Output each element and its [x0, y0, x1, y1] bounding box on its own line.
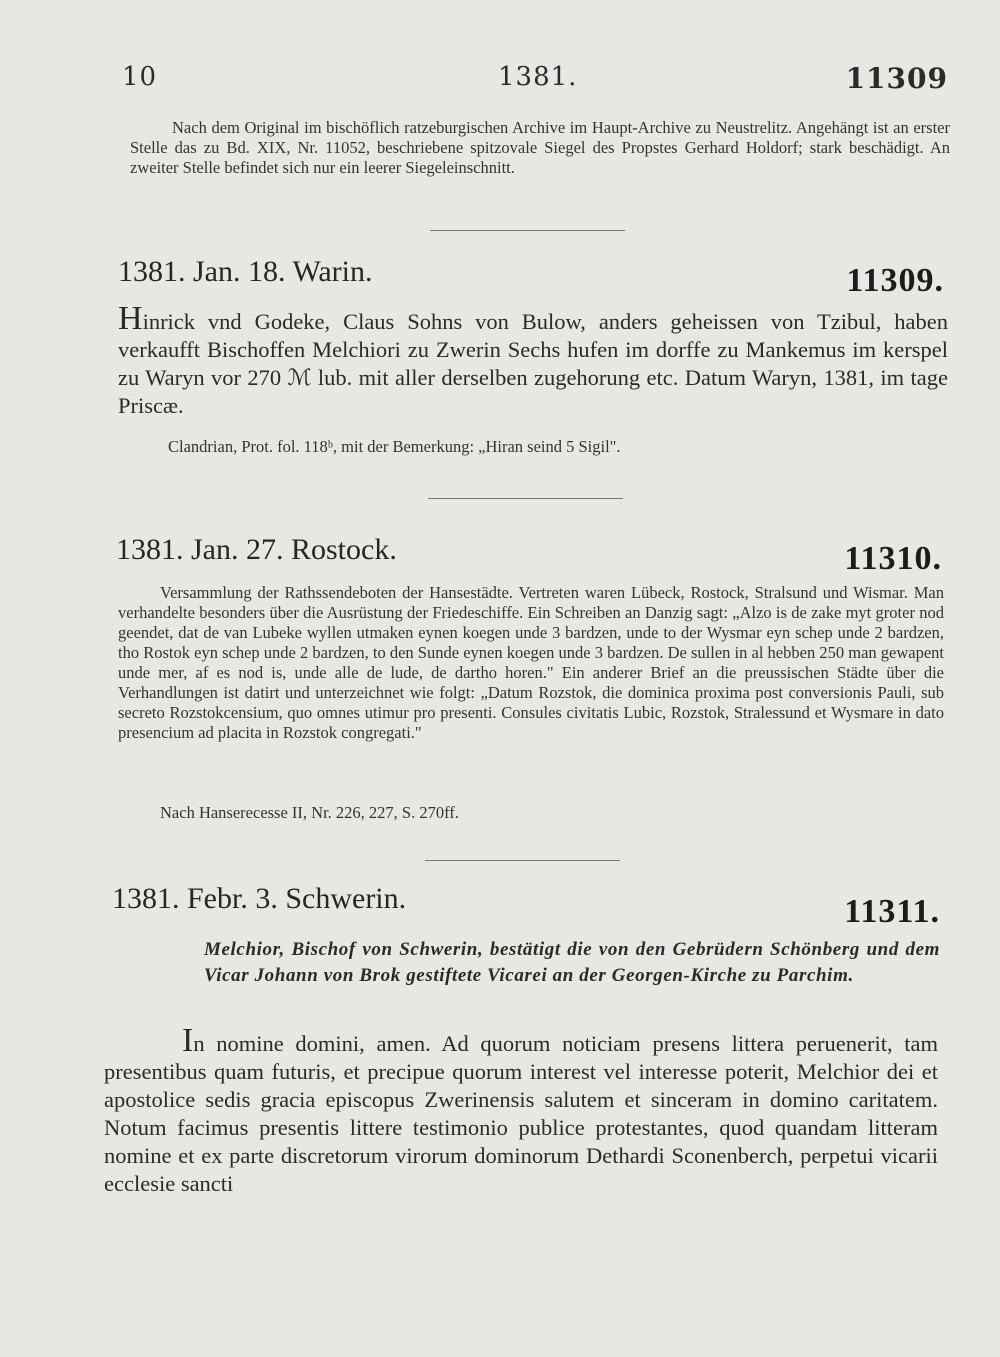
entry-text: [104, 1022, 938, 1198]
entry-body: n nomine domini, amen. Ad quorum noticiam presens littera peruenerit, tam presentibus quam futuris, et precipue quorum interest vel interesse poterit, Melchior dei et apostolice sedis gracia episcopus Zwerinensis salutem et sinceram in domino caritatem. Notum facimus presentis littere testimonio publice protestantes, quod quandam litteram nomine et ex parte discretorum virorum dominorum Dethardi Sconenberch, perpetui vicarii ecclesie sancti: [104, 1031, 938, 1196]
entry-date-heading: 1381. Jan. 27. Rostock.: [116, 533, 397, 566]
separator-rule: [428, 498, 623, 499]
running-year: 1381.: [498, 62, 578, 92]
page-number: 10: [122, 62, 158, 92]
previous-entry-note: Nach dem Original im bischöflich ratzeburgischen Archive im Haupt-Archive zu Neustrelitz. Angehängt ist an erster Stelle das zu Bd. XIX, Nr. 11052, beschriebene spitzovale Siegel des Propstes Gerhard Holdorf; stark beschädigt. An zweiter Stelle befindet sich nur ein leerer Siegeleinschnitt.: [130, 118, 950, 177]
separator-rule: [425, 860, 620, 861]
source-citation: Nach Hanserecesse II, Nr. 226, 227, S. 270ff.: [160, 803, 459, 822]
entry-text: [118, 300, 948, 420]
entry-date-heading: 1381. Febr. 3. Schwerin.: [112, 882, 407, 915]
entry-number: 11311.: [844, 893, 940, 930]
entry-body: inrick vnd Godeke, Claus Sohns von Bulow, anders geheissen von Tzibul, haben verkaufft Bischoffen Melchiori zu Zwerin Sechs hufen im dorffe zu Mankemus im kerspel zu Waryn vor 270 ℳ lub. mit aller derselben zugehorung etc. Datum Waryn, 1381, im tage Priscæ.: [118, 309, 948, 418]
entry-body: Versammlung der Rathssendeboten der Hansestädte. Vertreten waren Lübeck, Rostock, Stralsund und Wismar. Man verhandelte besonders über die Ausrüstung der Friedeschiffe. Ein Schreiben an Danzig sagt: „Alzo is de zake myt groter nod geendet, dat de van Lubeke wyllen utmaken eynen koegen unde 3 bardzen, unde to der Wysmar eyn schep unde 2 bardzen, tho Rostok eyn schep unde 2 bardzen, to den Sunde eynen koegen unde 3 bardzen. De sullen in al hebben 250 man gewapent unde mer, af es nod is, unde alle de lude, de dartho horen." Ein anderer Brief an die preussischen Städte über die Verhandlungen ist datirt und unterzeichnet wie folgt: „Datum Rozstok, die dominica proxima post conversionis Pauli, sub secreto Rozstokcensium, quo omnes utimur pro presenti. Consules civitatis Lubic, Rozstok, Stralessund et Wysmare in dato presencium ad placita in Rozstok congregati.": [118, 583, 944, 742]
drop-capital: H: [118, 300, 143, 337]
source-citation: Clandrian, Prot. fol. 118ᵇ, mit der Bemerkung: „Hiran seind 5 Sigil".: [168, 437, 621, 456]
entry-summary: Melchior, Bischof von Schwerin, bestätigt die von den Gebrüdern Schönberg und dem Vicar Johann von Brok gestiftete Vicarei an der Georgen-Kirche zu Parchim.: [204, 939, 940, 986]
drop-capital: I: [182, 1022, 194, 1059]
running-entry-number: 11309: [845, 62, 948, 95]
separator-rule: [430, 230, 625, 231]
entry-number: 11309.: [846, 262, 944, 299]
entry-date-heading: 1381. Jan. 18. Warin.: [118, 255, 373, 288]
entry-number: 11310.: [844, 540, 942, 577]
